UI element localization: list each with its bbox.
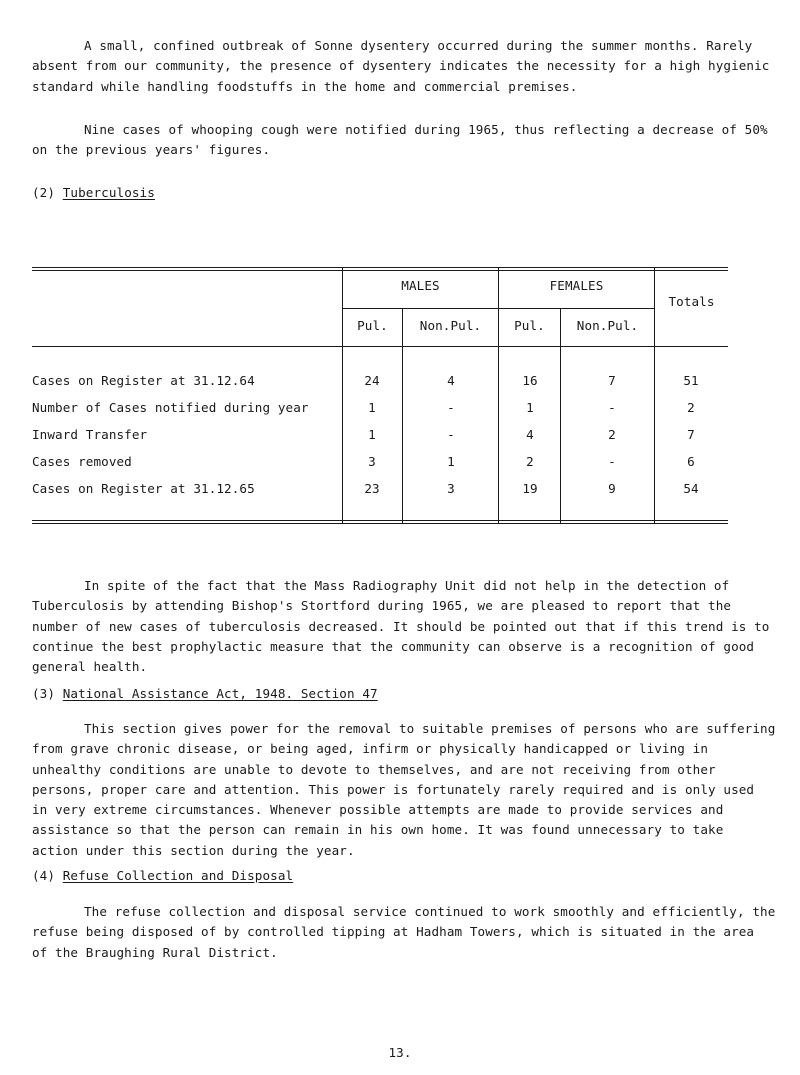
table-cell: 1 [368,400,376,415]
table-cell: 3 [368,454,376,469]
section-title: Tuberculosis [62,185,155,200]
table-cell: 1 [368,427,376,442]
table-cell: 24 [364,373,380,388]
section-number: (3) [32,686,56,701]
tuberculosis-table [32,267,728,525]
table-cell: 2 [687,400,695,415]
table-cell: - [608,400,616,415]
section-heading-refuse [32,866,293,886]
section-heading-national-assistance [32,684,378,704]
row-label: Cases on Register at 31.12.65 [32,481,255,496]
row-label: Inward Transfer [32,427,148,442]
row-label: Cases on Register at 31.12.64 [32,373,255,388]
subheader-females-pul: Pul. [514,318,545,333]
table-cell: 19 [522,481,538,496]
table-cell: 6 [687,454,695,469]
table-cell: 3 [447,481,455,496]
table-cell: - [447,427,455,442]
table-cell: 1 [526,400,534,415]
table-cell: 23 [364,481,380,496]
table-cell: - [447,400,455,415]
table-cell: 2 [608,427,616,442]
subheader-females-non-pul: Non.Pul. [576,318,639,333]
paragraph-mass-radiography: In spite of the fact that the Mass Radiography Unit did not help in the detection of Tuberculosis by attending Bishop's Stortford during 1965, we are pleased to report that the number of new cases of tuberculosis decreased. It should be pointed out that if this trend is to continue the best prophylactic measure that the community can observe is a recognition of good general health. [32,578,770,675]
table-cell: 9 [608,481,616,496]
section-heading-tuberculosis [32,183,155,203]
table-cell: 16 [522,373,538,388]
paragraph-section-47: This section gives power for the removal to suitable premises of persons who are suffering from grave chronic disease, or being aged, infirm or physically handicapped or living in unhealthy conditions are unable to devote to themselves, and are not receiving from other persons, proper care and attention. This power is fortunately rarely required and is only used in very extreme circumstances. Whenever possible attempts are made to provide services and assistance so that the person can remain in his own home. It was found unnecessary to take action under this section during the year. [32,721,776,858]
table-cell: 54 [683,481,699,496]
subheader-males-pul: Pul. [357,318,388,333]
section-number: (2) [32,185,56,200]
section-title: National Assistance Act, 1948. Section 47 [62,686,378,701]
row-label: Number of Cases notified during year [32,400,309,415]
subheader-males-non-pul: Non.Pul. [419,318,482,333]
row-label: Cases removed [32,454,132,469]
table-cell: 2 [526,454,534,469]
paragraph-whooping-cough: Nine cases of whooping cough were notified during 1965, thus reflecting a decrease of 50% on the previous years' figures. [32,122,768,158]
section-number: (4) [32,868,56,883]
table-cell: - [608,454,616,469]
table-cell: 4 [447,373,455,388]
paragraph-dysentery: A small, confined outbreak of Sonne dysentery occurred during the summer months. Rarely absent from our community, the presence of dysentery indicates the necessity for a high hygienic standard while handling foodstuffs in the home and commercial premises. [32,38,770,94]
header-males: MALES [401,278,440,293]
table-cell: 51 [683,373,699,388]
table-cell: 1 [447,454,455,469]
table-cell: 4 [526,427,534,442]
section-title: Refuse Collection and Disposal [62,868,294,883]
paragraph-refuse-collection: The refuse collection and disposal service continued to work smoothly and efficiently, the refuse being disposed of by controlled tipping at Hadham Towers, which is situated in the area of the Braughing Rural District. [32,904,776,960]
header-females: FEMALES [549,278,604,293]
table-cell: 7 [687,427,695,442]
page-number: 13. [388,1045,412,1060]
table-cell: 7 [608,373,616,388]
header-totals: Totals [668,294,715,309]
